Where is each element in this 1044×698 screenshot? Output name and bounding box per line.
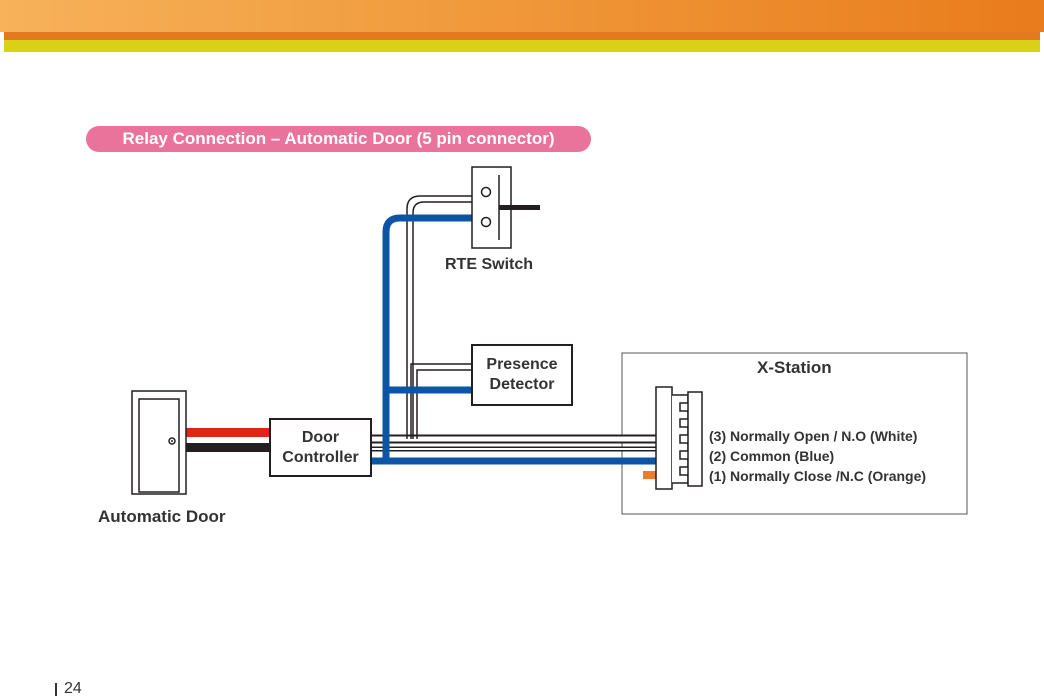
connector-housing bbox=[656, 387, 672, 489]
rte-switch-screw-bottom bbox=[482, 218, 491, 227]
section-title: Relay Connection – Automatic Door (5 pin connector) bbox=[86, 126, 591, 152]
connector-face bbox=[688, 392, 702, 486]
wire-red bbox=[186, 428, 270, 437]
rte-switch-label: RTE Switch bbox=[445, 256, 534, 273]
terminal-2-label: (2) Common (Blue) bbox=[709, 448, 835, 464]
terminal-3-label: (3) Normally Open / N.O (White) bbox=[709, 428, 918, 444]
wire-presence-white-1 bbox=[411, 364, 472, 439]
automatic-door-leaf bbox=[139, 399, 179, 492]
page-number bbox=[54, 680, 82, 698]
presence-detector-label-text: Presence Detector bbox=[486, 356, 558, 393]
presence-detector-label bbox=[472, 355, 572, 395]
x-station-title: X-Station bbox=[757, 358, 832, 377]
wire-black bbox=[186, 443, 270, 452]
rte-switch-lever bbox=[499, 205, 540, 210]
page-number-text: 24 bbox=[64, 680, 82, 697]
automatic-door-label: Automatic Door bbox=[98, 507, 226, 526]
door-controller-label bbox=[270, 428, 371, 468]
rte-switch-screw-top bbox=[482, 188, 491, 197]
door-controller-label-text: Door Controller bbox=[282, 429, 359, 466]
wire-common-blue bbox=[386, 218, 660, 461]
wire-presence-white-2 bbox=[417, 370, 472, 439]
automatic-door-knob-center bbox=[171, 440, 173, 442]
terminal-1-label: (1) Normally Close /N.C (Orange) bbox=[709, 468, 927, 484]
wire-rte-white-2 bbox=[413, 202, 472, 439]
